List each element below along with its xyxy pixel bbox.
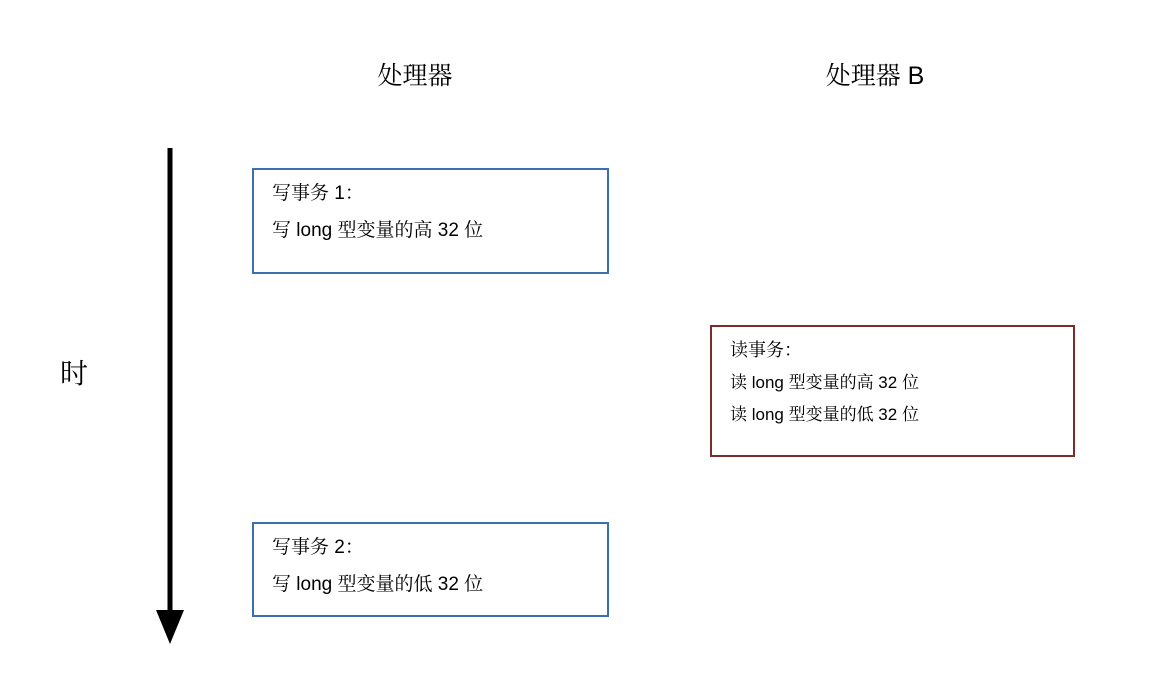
time-axis-arrow-icon [148, 148, 192, 648]
column-heading-processor-b: 处理器 B [825, 62, 925, 90]
column-heading-processor-a: 处理器 [377, 62, 453, 90]
read-transaction-title: 读事务： [730, 340, 802, 360]
write-transaction-2-box [252, 522, 609, 617]
read-transaction-box [710, 325, 1075, 457]
read-transaction-line-2: 读 long 型变量的低 32 位 [730, 405, 919, 424]
write-transaction-2-title: 写事务 2： [272, 537, 364, 558]
write-transaction-1-line-1: 写 long 型变量的高 32 位 [272, 220, 484, 241]
read-transaction-line-1: 读 long 型变量的高 32 位 [730, 373, 919, 392]
write-transaction-2-line-1: 写 long 型变量的低 32 位 [272, 574, 484, 595]
time-axis-label: 时 [60, 358, 89, 389]
write-transaction-1-title: 写事务 1： [272, 183, 364, 204]
write-transaction-1-box [252, 168, 609, 274]
